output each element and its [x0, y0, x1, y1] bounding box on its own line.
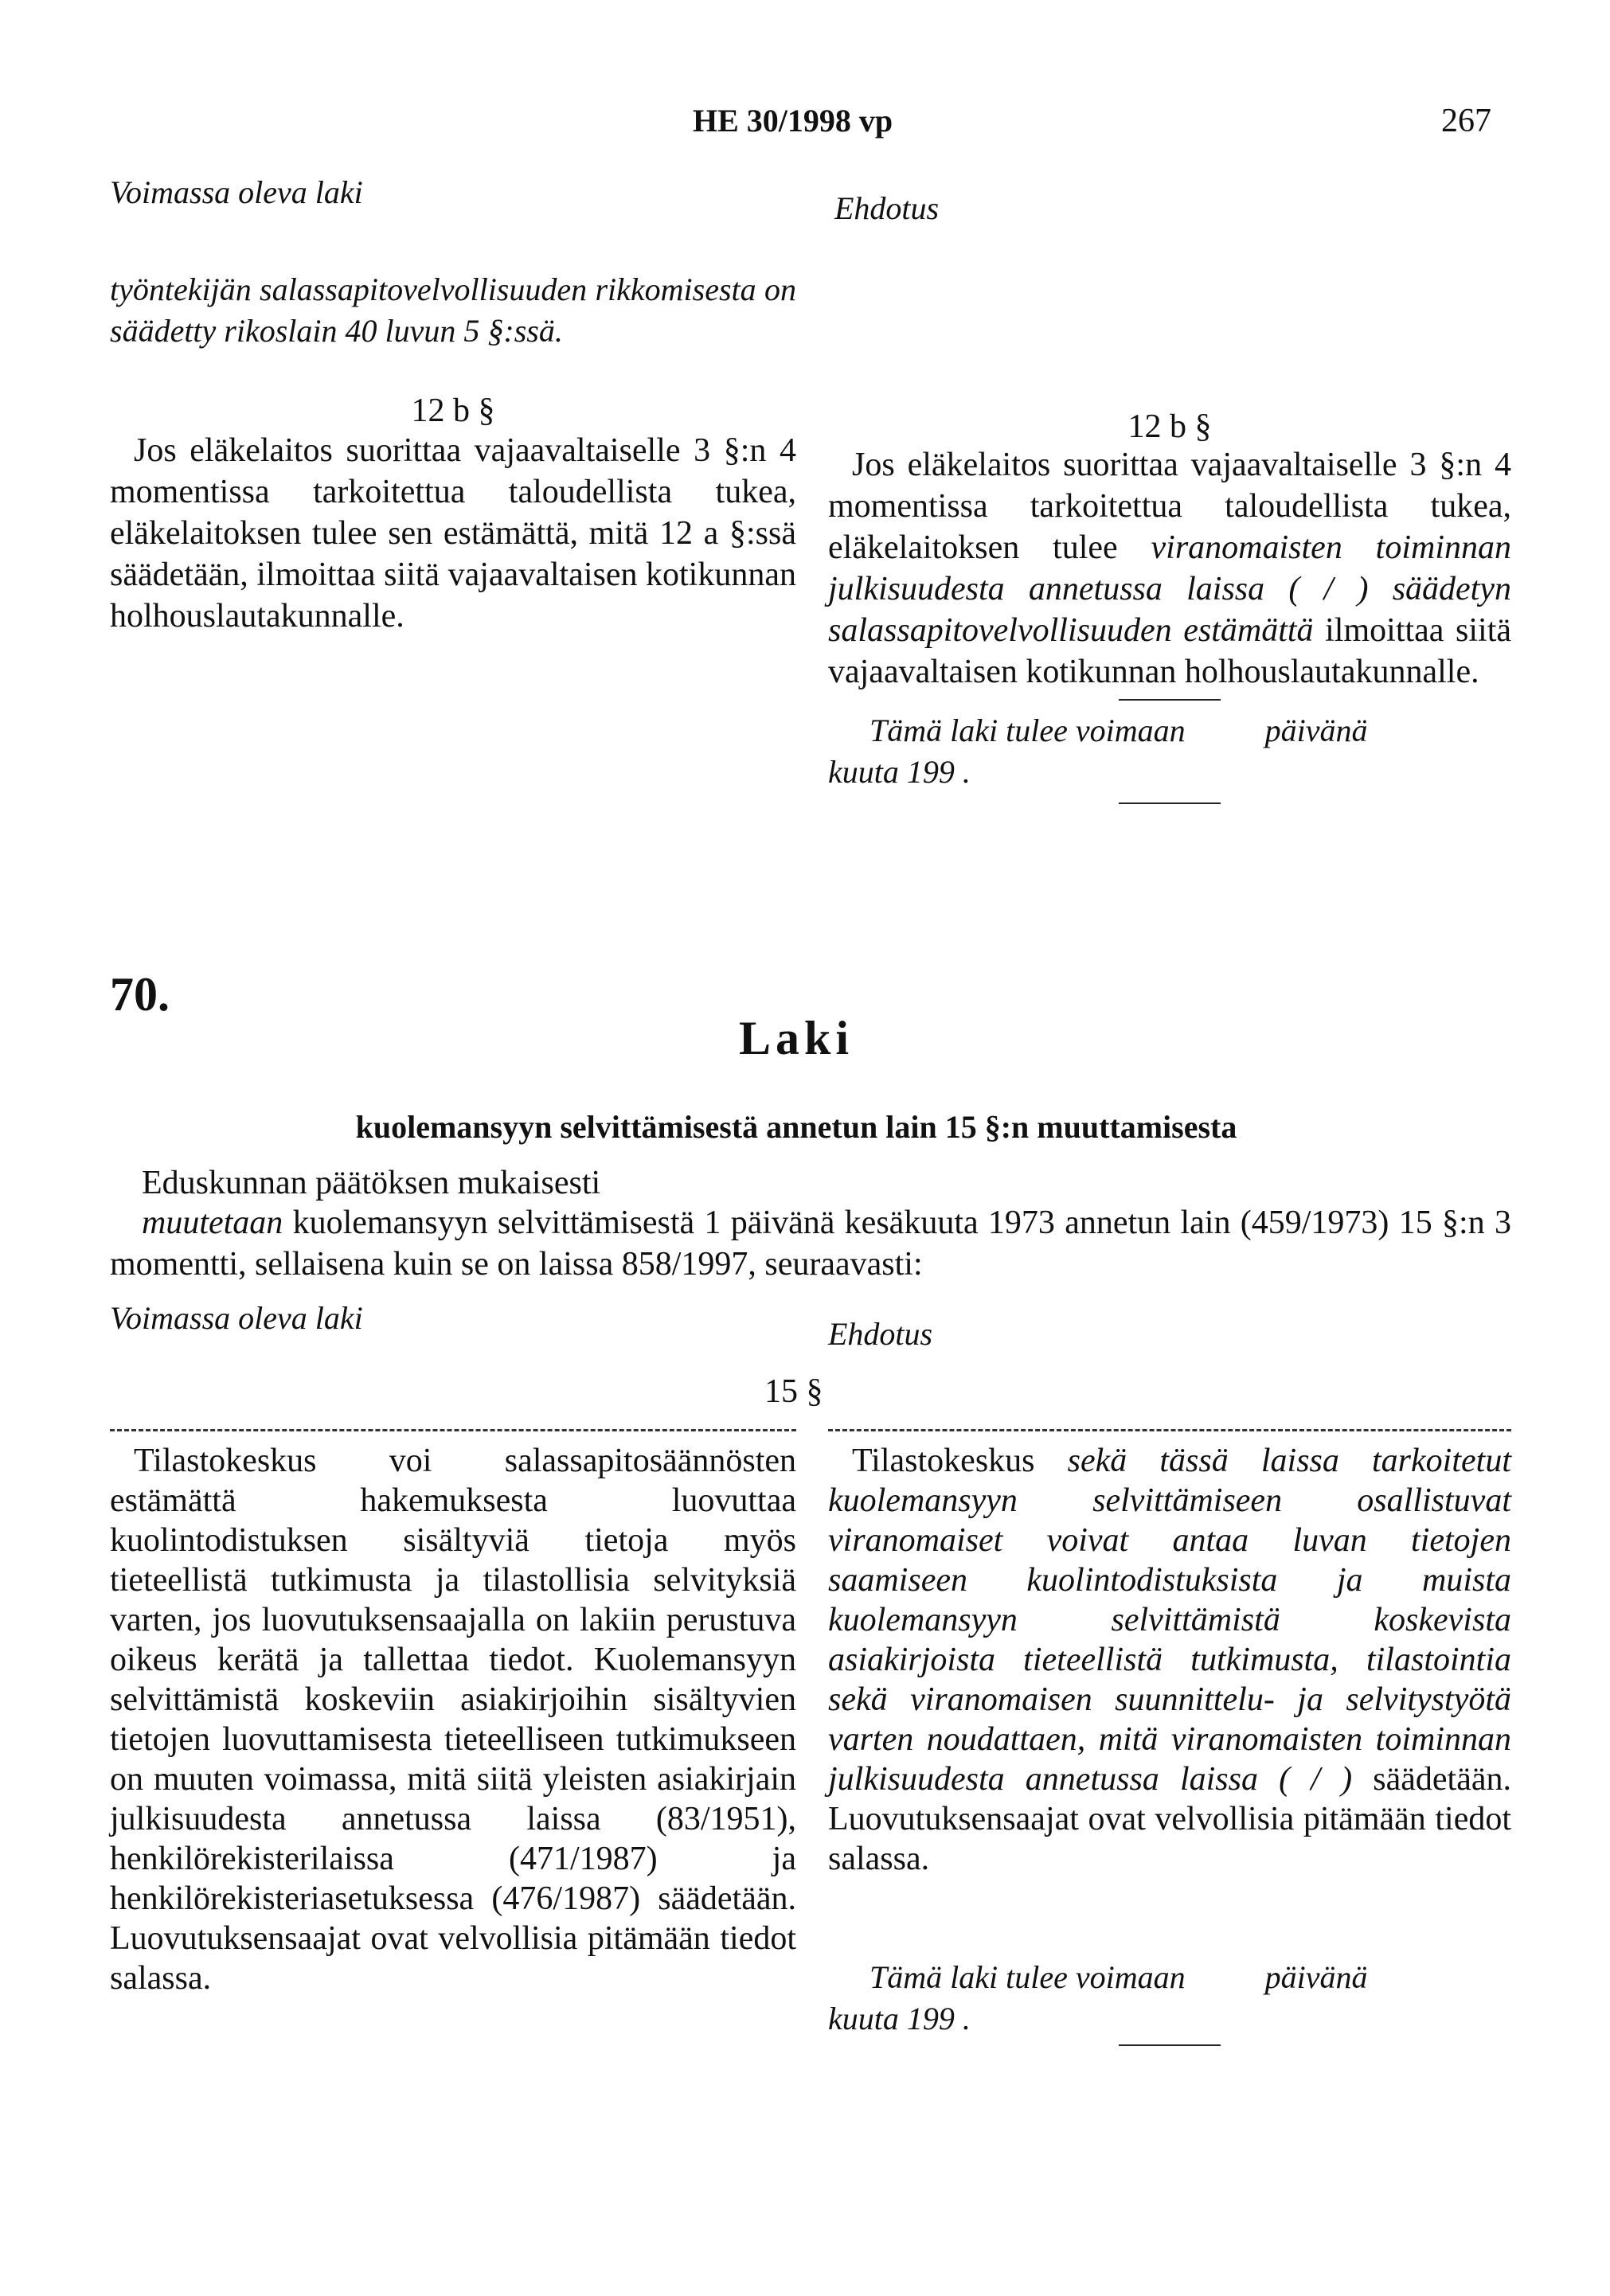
current-law-label: Voimassa oleva laki: [110, 174, 363, 210]
entry-into-force-1: Tämä laki tulee voimaan päivänä kuuta 199 .: [828, 713, 1376, 790]
right-paragraph-part2: ilmoittaa siitä vajaavaltaisen kotikunnan holhouslautakunnalle.: [828, 612, 1512, 690]
right-paragraph-part1: Jos eläkelaitos suorittaa vajaavaltaiselle 3 §:n 4 momentissa tarkoitettua taloudellista tukea, eläkelaitoksen tulee: [828, 447, 1511, 566]
section-15-heading: 15 §: [764, 1373, 823, 1410]
left-paragraph: Jos eläkelaitos suorittaa vajaavaltaiselle 3 §:n 4 momentissa tarkoitettua taloudellista tukea, eläkelaitoksen tulee sen estämättä, mitä 12 a §:ssä säädetään, ilmoittaa siitä vajaavaltaisen kotikunnan holhouslautakunnalle.: [110, 432, 796, 635]
proposal-label-2: Ehdotus: [828, 1316, 933, 1352]
amend-verb: muutetaan: [142, 1205, 283, 1241]
right-paragraph-2-start: Tilastokeskus: [852, 1443, 1035, 1479]
right-paragraph-italic: viranomaisten toiminnan julkisuudesta annetussa laissa ( / ) säädetyn salassapitovelvollisuuden estämättä: [828, 529, 1511, 649]
entry-into-force-2: Tämä laki tulee voimaan päivänä kuuta 199 .: [828, 1959, 1376, 2036]
law-subtitle: kuolemansyyn selvittämisestä annetun lain 15 §:n muuttamisesta: [355, 1109, 1237, 1145]
proposal-label: Ehdotus: [834, 190, 940, 226]
document-id: HE 30/1998 vp: [693, 103, 893, 139]
left-intro-text: työntekijän salassapitovelvollisuuden rikkomisesta on säädetty rikoslain 40 luvun 5 §:ssä.: [110, 271, 796, 349]
right-section-heading: 12 b §: [1127, 408, 1212, 445]
right-paragraph: [828, 444, 1511, 693]
current-law-label-2: Voimassa oleva laki: [110, 1300, 363, 1336]
page-number: 267: [1441, 103, 1491, 139]
law-number: 70.: [110, 968, 170, 1021]
separator-rule: [1119, 699, 1221, 701]
preamble-line: Eduskunnan päätöksen mukaisesti: [142, 1165, 601, 1201]
right-paragraph-2: [828, 1441, 1511, 1879]
law-title: Laki: [738, 1012, 854, 1064]
omission-line-right: [828, 1429, 1511, 1431]
left-section-heading: 12 b §: [411, 392, 495, 429]
amendment-text: [110, 1202, 1511, 1285]
omission-line-left: [110, 1429, 796, 1431]
closing-rule-2: [1119, 2044, 1221, 2046]
right-paragraph-2-italic: sekä tässä laissa tarkoitetut kuolemansyyn selvittämiseen osallistuvat viranomaiset voivat antaa luvan tietojen saamiseen kuolintodistuksista ja muista kuolemansyyn selvittämistä koskevista asiakirjoista tieteellistä tutkimusta, tilastointia sekä viranomaisen suunnittelu- ja selvitystyötä varten noudattaen, mitä viranomaisten toiminnan julkisuudesta annetussa laissa ( / ): [828, 1443, 1511, 1798]
amend-body: kuolemansyyn selvittämisestä 1 päivänä kesäkuuta 1973 annetun lain (459/1973) 15 §:n 3 momentti, sellaisena kuin se on laissa 858/1997, seuraavasti:: [110, 1205, 1511, 1283]
right-paragraph-2-end: säädetään. Luovutuksensaajat ovat velvollisia pitämään tiedot salassa.: [828, 1761, 1511, 1877]
left-paragraph-2: Tilastokeskus voi salassapitosäännösten estämättä hakemuksesta luovuttaa kuolintodistuksen sisältyviä tietoja myös tieteellistä tutkimusta ja tilastollisia selvityksiä varten, jos luovutuksensaajalla on lakiin perustuva oikeus kerätä ja tallettaa tiedot. Kuolemansyyn selvittämistä koskeviin asiakirjoihin sisältyvien tietojen luovuttamisesta tieteelliseen tutkimukseen on muuten voimassa, mitä siitä yleisten asiakirjain julkisuudesta annetussa laissa (83/1951), henkilörekisterilaissa (471/1987) ja henkilörekisteriasetuksessa (476/1987) säädetään. Luovutuksensaajat ovat velvollisia pitämään tiedot salassa.: [110, 1443, 796, 1997]
closing-rule: [1119, 802, 1221, 804]
